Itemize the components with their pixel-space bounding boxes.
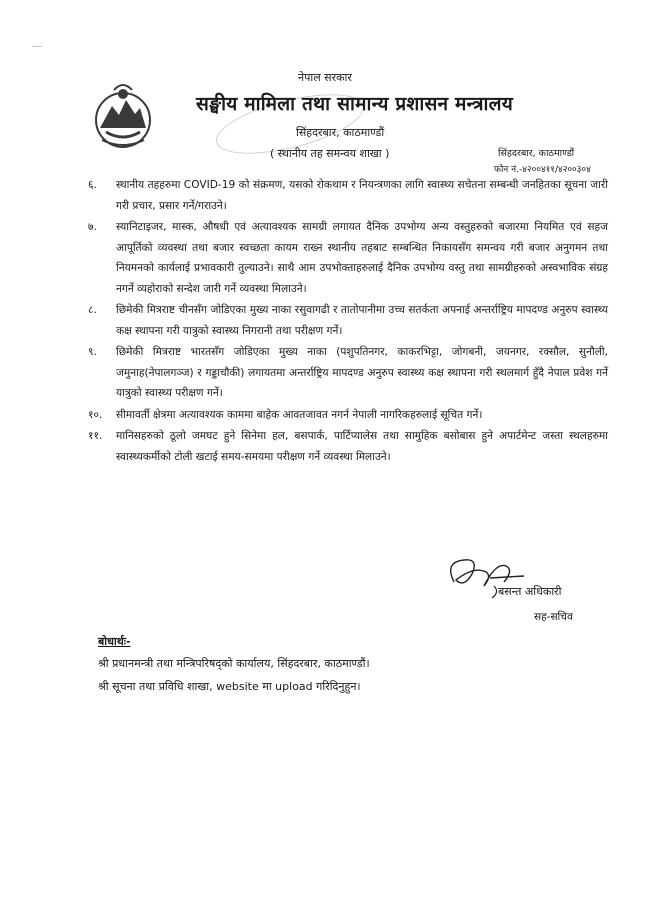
signer-designation: सह-सचिव bbox=[534, 611, 573, 623]
item-text: छिमेकी मित्रराष्ट भारतसँग जोडिएका मुख्य नाका (पशुपतिनगर, काकरभिट्टा, जोगबनी, जयनगर, रक्सौल, सुनौली, जमुनाह(नेपालगञ्ज) र गड्डाचौकी) लगायतमा अन्तर्राष्ट्रिय मापदण्ड अनुरुप स्वास्थ्य कक्ष स्थापना गरी स्थलमार्ग हुँदै नेपाल प्रवेश गर्ने यात्रुको स्वास्थ्य परीक्षण गर्ने। bbox=[116, 346, 608, 399]
item-number: १०. bbox=[88, 408, 103, 421]
item-text: सीमावर्ती क्षेत्रमा अत्यावश्यक काममा बाहेक आवतजावत नगर्न नेपाली नागरिकहरुलाई सूचित गर्ने। bbox=[116, 408, 483, 421]
list-item bbox=[88, 217, 608, 299]
office-place: सिंहदरबार, काठमाण्डौं bbox=[498, 148, 575, 159]
cc-label: बोधार्थः- bbox=[98, 635, 131, 648]
item-text: मानिसहरुको ठूलो जमघट हुने सिनेमा हल, बसपार्क, पार्टिप्यालेस तथा सामुहिक बसोबास हुने अपार्टमेन्ट जस्ता स्थलहरुमा स्वास्थ्यकर्मीको टोली खटाई समय-समयमा परीक्षण गर्ने व्यवस्था मिलाउने। bbox=[116, 430, 608, 463]
instruction-list bbox=[88, 175, 608, 468]
item-number: ८. bbox=[88, 304, 97, 316]
list-item bbox=[88, 300, 608, 341]
item-number: ११. bbox=[88, 430, 103, 442]
ministry-title: सङ्घीय मामिला तथा सामान्य प्रशासन मन्त्रालय bbox=[196, 93, 513, 115]
signer-name: बसन्त अधिकारी bbox=[498, 585, 562, 598]
list-item bbox=[88, 426, 608, 467]
item-number: ६. bbox=[88, 179, 97, 191]
phone-number: फोन नं.-४२००४११/४२००३०४ bbox=[494, 165, 591, 175]
ministry-address: सिंहदरबार, काठमाण्डौं bbox=[296, 126, 385, 139]
government-name: नेपाल सरकार bbox=[298, 71, 352, 84]
item-text: स्थानीय तहहरुमा COVID-19 को संक्रमण, यसको रोकथाम र नियन्त्रणका लागि स्वास्थ्य सचेतना सम्बन्धी जनहितका सूचना जारी गरी प्रचार, प्रसार गर्ने/गराउने। bbox=[116, 179, 608, 212]
cc-line: श्री सूचना तथा प्रविधि शाखा, website मा upload गरिदिनुहुन। bbox=[98, 680, 361, 693]
list-item bbox=[88, 405, 608, 426]
list-item bbox=[88, 175, 608, 216]
branch-name: ( स्थानीय तह समन्वय शाखा ) bbox=[270, 147, 390, 160]
item-text: स्यानिटाइजर, मास्क, औषधी एवं अत्यावश्यक सामग्री लगायत दैनिक उपभोग्य अन्य वस्तुहरुको बजारमा नियमित एवं सहज आपूर्तिको व्यवस्था तथा बजार स्वच्छता कायम राख्न स्थानीय तहबाट सम्बन्धित निकायसँग समन्वय गरी बजार अनुगमन तथा नियमनको कार्यलाई प्रभावकारी तुल्याउने। साथै आम उपभोक्ताहरुलाई दैनिक उपभोग्य वस्तु तथा सामग्रीहरुको अस्वभाविक संग्रह नगर्ने व्यहोराको सन्देश जारी गर्ने व्यवस्था मिलाउने। bbox=[116, 221, 608, 295]
list-item bbox=[88, 342, 608, 404]
item-text: छिमेकी मित्रराष्ट चीनसँग जोडिएका मुख्य नाका रसुवागढी र तातोपानीमा उच्च सतर्कता अपनाई अन्तर्राष्ट्रिय मापदण्ड अनुरुप स्वास्थ्य कक्ष स्थापना गरी यात्रुको स्वास्थ्य निगरानी तथा परीक्षण गर्ने। bbox=[116, 304, 608, 337]
nepal-emblem-icon bbox=[88, 82, 158, 152]
item-number: ९. bbox=[88, 346, 97, 358]
cc-line: श्री प्रधानमन्त्री तथा मन्त्रिपरिषद्को कार्यालय, सिंहदरबार, काठमाण्डौं। bbox=[98, 657, 370, 670]
scan-mark bbox=[32, 46, 42, 47]
item-number: ७. bbox=[88, 221, 97, 233]
